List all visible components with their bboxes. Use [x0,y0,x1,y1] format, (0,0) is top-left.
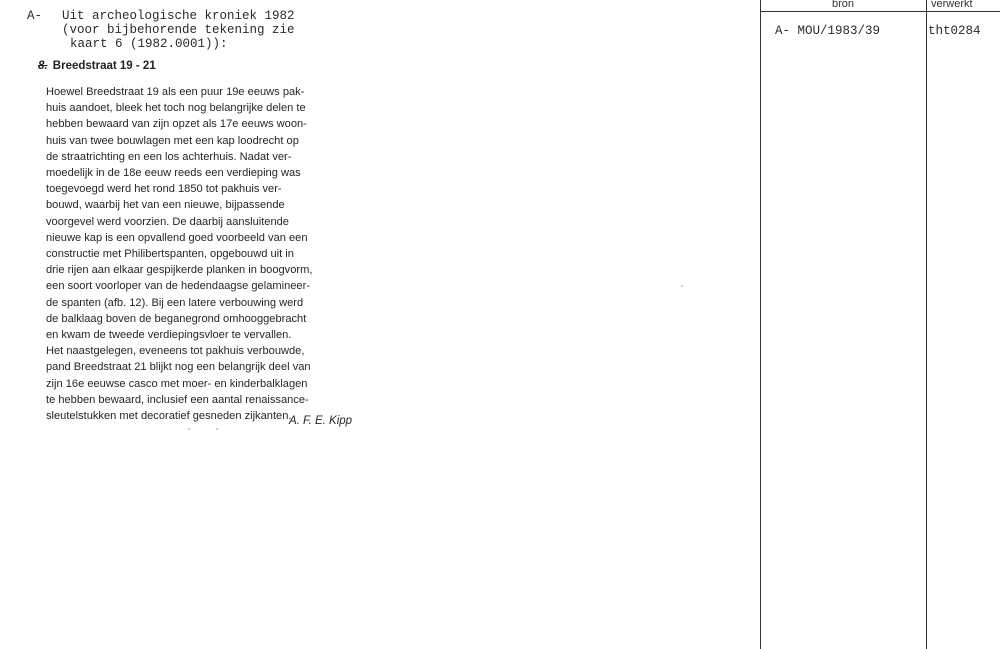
header-line: Uit archeologische kroniek 1982 [62,9,295,23]
body-line: pand Breedstraat 21 blijkt nog een belangrijk deel van [46,361,311,374]
header-line: kaart 6 (1982.0001)): [70,37,228,51]
verwerkt-column-header: verwerkt [931,0,973,10]
entry-heading [38,60,156,72]
body-line: een soort voorloper van de hedendaagse gelamineer- [46,280,310,293]
bron-column-header: bron [832,0,855,10]
author-credit: A. F. E. Kipp [289,415,353,427]
scan-speck [681,285,683,287]
body-line: voorgevel werd voorzien. De daarbij aansluitende [46,215,289,228]
body-line: de balklaag boven de beganegrond omhooggebracht [46,312,307,325]
entry-marker: 8. [38,60,48,72]
body-line: Het naastgelegen, eveneens tot pakhuis verbouwde, [46,345,305,358]
column-divider [760,0,761,649]
column-header-rule [760,11,1000,12]
entry-title: Breedstraat 19 - 21 [52,60,156,72]
body-line: nieuwe kap is een opvallend goed voorbeeld van een [46,231,308,244]
body-line: bouwd, waarbij het van een nieuwe, bijpassende [46,199,285,212]
body-line: de straatrichting en een los achterhuis. Nadat ver- [46,150,292,163]
body-line: toegevoegd werd het rond 1850 tot pakhuis ver- [46,183,282,196]
body-line: moedelijk in de 18e eeuw reeds een verdieping was [46,167,301,180]
body-line: te hebben bewaard, inclusief een aantal renaissance- [46,393,309,406]
body-line: huis aandoet, bleek het toch nog belangrijke delen te [46,102,306,115]
column-divider [926,0,927,649]
body-line: Hoewel Breedstraat 19 als een puur 19e eeuws pak- [46,86,305,98]
body-line: huis van twee bouwlagen met een kap loodrecht op [46,134,299,147]
body-line: de spanten (afb. 12). Bij een latere verbouwing werd [46,296,304,309]
verwerkt-value: tht0284 [928,24,981,38]
body-line: drie rijen aan elkaar gespijkerde planken in boogvorm, [46,264,313,277]
bron-value: A- MOU/1983/39 [775,24,881,38]
entry-body [46,84,369,424]
body-line: zijn 16e eeuwse casco met moer- en kinderbalklagen [46,377,308,390]
header-line: (voor bijbehorende tekening zie [62,23,295,37]
header-prefix: A- [27,9,43,23]
body-line: constructie met Philibertspanten, opgebouwd uit in [46,248,294,261]
scan-speck [188,428,190,430]
scan-speck [216,428,218,430]
body-line: en kwam de tweede verdiepingsvloer te vervallen. [46,329,292,342]
body-line: sleutelstukken met decoratief gesneden zijkanten. [46,410,292,423]
body-line: hebben bewaard van zijn opzet als 17e eeuws woon- [46,118,307,131]
